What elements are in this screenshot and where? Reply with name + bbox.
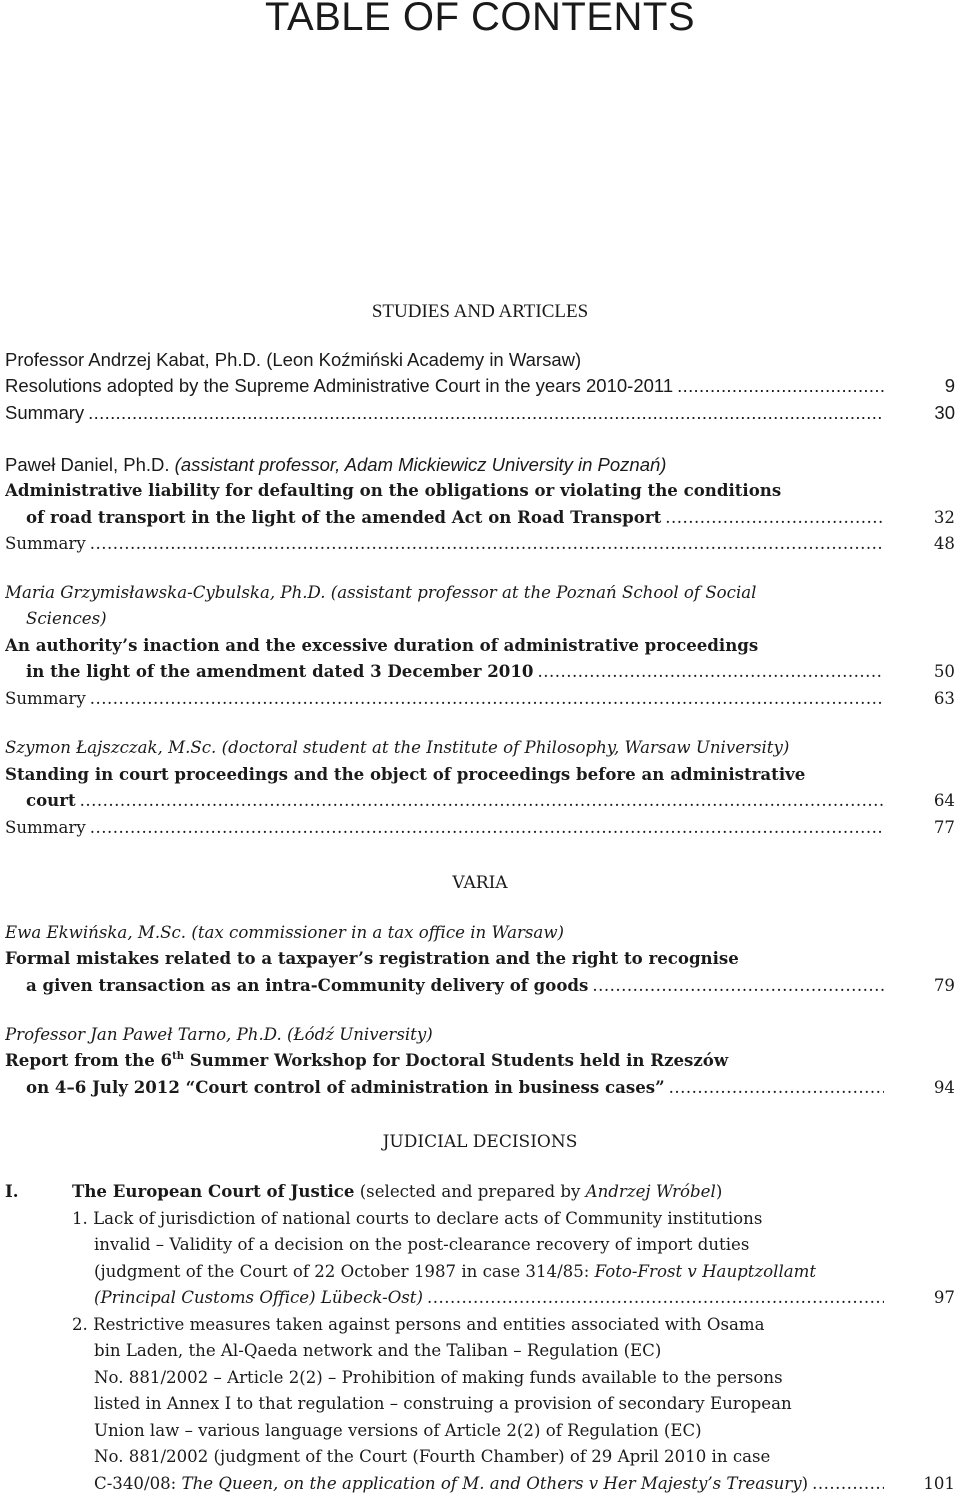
entry-author-line <box>5 1021 955 1048</box>
dot-leader <box>592 972 884 999</box>
page-title: TABLE OF CONTENTS <box>264 0 696 39</box>
judicial-item-line: bin Laden, the Al-Qaeda network and the Taliban – Regulation (EC) <box>94 1341 662 1360</box>
entry-title: Administrative liability for defaulting on the obligations or violating the conditions <box>5 480 782 500</box>
page-number: 101 <box>923 1474 955 1493</box>
case-name-cont: (Principal Customs Office) Lübeck-Ost) <box>94 1288 423 1307</box>
toc-entry[interactable] <box>26 1074 955 1101</box>
author-affiliation-cont <box>26 605 955 632</box>
entry-author-line <box>5 919 955 946</box>
group-number: I. <box>5 1181 19 1201</box>
group-editor: Andrzej Wróbel <box>585 1182 716 1201</box>
title-text: Summer Workshop for Doctoral Students held in Rzeszów <box>184 1050 729 1070</box>
entry-author-line <box>5 734 955 761</box>
author-name: Professor Jan Paweł Tarno, Ph.D. <box>5 1025 282 1044</box>
author-affiliation: (tax commissioner in a tax office in Warsaw) <box>191 923 564 942</box>
title-text: Report from the 6 <box>5 1050 173 1070</box>
dot-leader <box>665 504 884 531</box>
toc-entry[interactable] <box>94 1284 955 1311</box>
author-name: Maria Grzymisławska-Cybulska, Ph.D. <box>5 583 326 602</box>
author-affiliation: (doctoral student at the Institute of Philosophy, Warsaw University) <box>221 738 790 757</box>
page-number: 79 <box>933 976 955 995</box>
entry-title-cont: in the light of the amendment dated 3 December 2010 <box>26 661 534 681</box>
author-affiliation: (assistant professor at the Poznań School of Social <box>330 583 757 602</box>
summary-label: Summary <box>5 689 86 708</box>
toc-entry[interactable] <box>94 1470 955 1497</box>
dot-leader <box>90 685 884 712</box>
judicial-item-line: 1. Lack of jurisdiction of national courts to declare acts of Community institutions <box>72 1209 763 1228</box>
group-note-close: ) <box>715 1182 723 1201</box>
page-number: 63 <box>933 689 955 708</box>
case-name: The Queen, on the application of M. and Others v Her Majesty’s Treasury <box>181 1474 802 1493</box>
entry-title: Resolutions adopted by the Supreme Administrative Court in the years 2010-2011 <box>5 375 674 396</box>
judicial-group-heading <box>5 1178 955 1205</box>
entry-title-cont: on 4–6 July 2012 “Court control of administration in business cases” <box>26 1077 665 1097</box>
judicial-item-line: No. 881/2002 – Article 2(2) – Prohibition of making funds available to the persons <box>94 1368 783 1387</box>
entry-title: An authority’s inaction and the excessive duration of administrative proceedings <box>5 635 759 655</box>
author-name: Paweł Daniel, Ph.D. <box>5 454 170 475</box>
entry-author-line <box>5 346 955 373</box>
entry-title-cont: court <box>26 790 76 810</box>
author-name: Szymon Łajszczak, M.Sc. <box>5 738 217 757</box>
summary-label: Summary <box>5 402 85 423</box>
case-name: Foto-Frost v Hauptzollamt <box>594 1262 817 1281</box>
author-affiliation: (Łódź University) <box>287 1025 433 1044</box>
ordinal-suffix: th <box>172 1051 184 1062</box>
page-number: 97 <box>933 1288 955 1307</box>
toc-summary-entry[interactable] <box>5 685 955 712</box>
toc-summary-entry[interactable] <box>5 530 955 557</box>
toc-entry[interactable] <box>26 658 955 685</box>
summary-label: Summary <box>5 818 86 837</box>
entry-title <box>5 1047 955 1074</box>
page-number: 9 <box>944 375 955 396</box>
group-note: (selected and prepared by <box>359 1182 586 1201</box>
section-heading-varia: VARIA <box>452 873 508 893</box>
page-number: 94 <box>933 1078 955 1097</box>
judicial-item-line: No. 881/2002 (judgment of the Court (Fourth Chamber) of 29 April 2010 in case <box>94 1447 771 1466</box>
page-number: 48 <box>933 534 955 553</box>
judicial-item-line: 2. Restrictive measures taken against persons and entities associated with Osama <box>72 1315 765 1334</box>
toc-entry[interactable] <box>5 372 955 399</box>
group-title: The European Court of Justice <box>72 1181 355 1201</box>
judicial-item-line: listed in Annex I to that regulation – construing a provision of secondary European <box>94 1394 792 1413</box>
item-text: (judgment of the Court of 22 October 1987 in case 314/85: <box>94 1262 595 1281</box>
toc-summary-entry[interactable] <box>5 814 955 841</box>
dot-leader <box>80 787 884 814</box>
judicial-item-line: invalid – Validity of a decision on the post-clearance recovery of import duties <box>94 1235 750 1254</box>
entry-title: Standing in court proceedings and the object of proceedings before an administrative <box>5 764 806 784</box>
judicial-item-line: Union law – various language versions of Article 2(2) of Regulation (EC) <box>94 1421 702 1440</box>
entry-title: Formal mistakes related to a taxpayer’s registration and the right to recognise <box>5 948 739 968</box>
toc-entry[interactable] <box>26 787 955 814</box>
author-affiliation: (Leon Koźmiński Academy in Warsaw) <box>266 349 582 370</box>
entry-author-line <box>5 451 955 478</box>
toc-entry[interactable] <box>26 504 955 531</box>
dot-leader <box>427 1284 884 1311</box>
toc-entry[interactable] <box>26 972 955 999</box>
affiliation-text: Sciences) <box>26 609 107 628</box>
judicial-item-line <box>94 1258 955 1285</box>
section-heading-judicial: JUDICIAL DECISIONS <box>382 1132 578 1152</box>
case-number: C-340/08: <box>94 1474 182 1493</box>
author-affiliation: (assistant professor, Adam Mickiewicz University in Poznań) <box>174 454 667 475</box>
entry-title-cont: of road transport in the light of the amended Act on Road Transport <box>26 507 662 527</box>
dot-leader <box>88 399 884 426</box>
page-number: 30 <box>934 402 955 423</box>
page-number: 77 <box>933 818 955 837</box>
author-name: Professor Andrzej Kabat, Ph.D. <box>5 349 262 370</box>
dot-leader <box>90 814 884 841</box>
page-number: 50 <box>933 662 955 681</box>
dot-leader <box>90 530 884 557</box>
summary-label: Summary <box>5 534 86 553</box>
author-name: Ewa Ekwińska, M.Sc. <box>5 923 187 942</box>
toc-summary-entry[interactable] <box>5 399 955 426</box>
dot-leader <box>669 1074 884 1101</box>
item-text <box>94 1470 808 1497</box>
case-close: ) <box>801 1474 809 1493</box>
section-heading-studies: STUDIES AND ARTICLES <box>371 301 589 322</box>
page-number: 32 <box>933 508 955 527</box>
entry-title-cont: a given transaction as an intra-Community delivery of goods <box>26 975 589 995</box>
dot-leader <box>537 658 884 685</box>
entry-author-line <box>5 579 955 606</box>
dot-leader <box>812 1470 884 1497</box>
dot-leader <box>677 372 884 399</box>
page-number: 64 <box>933 791 955 810</box>
